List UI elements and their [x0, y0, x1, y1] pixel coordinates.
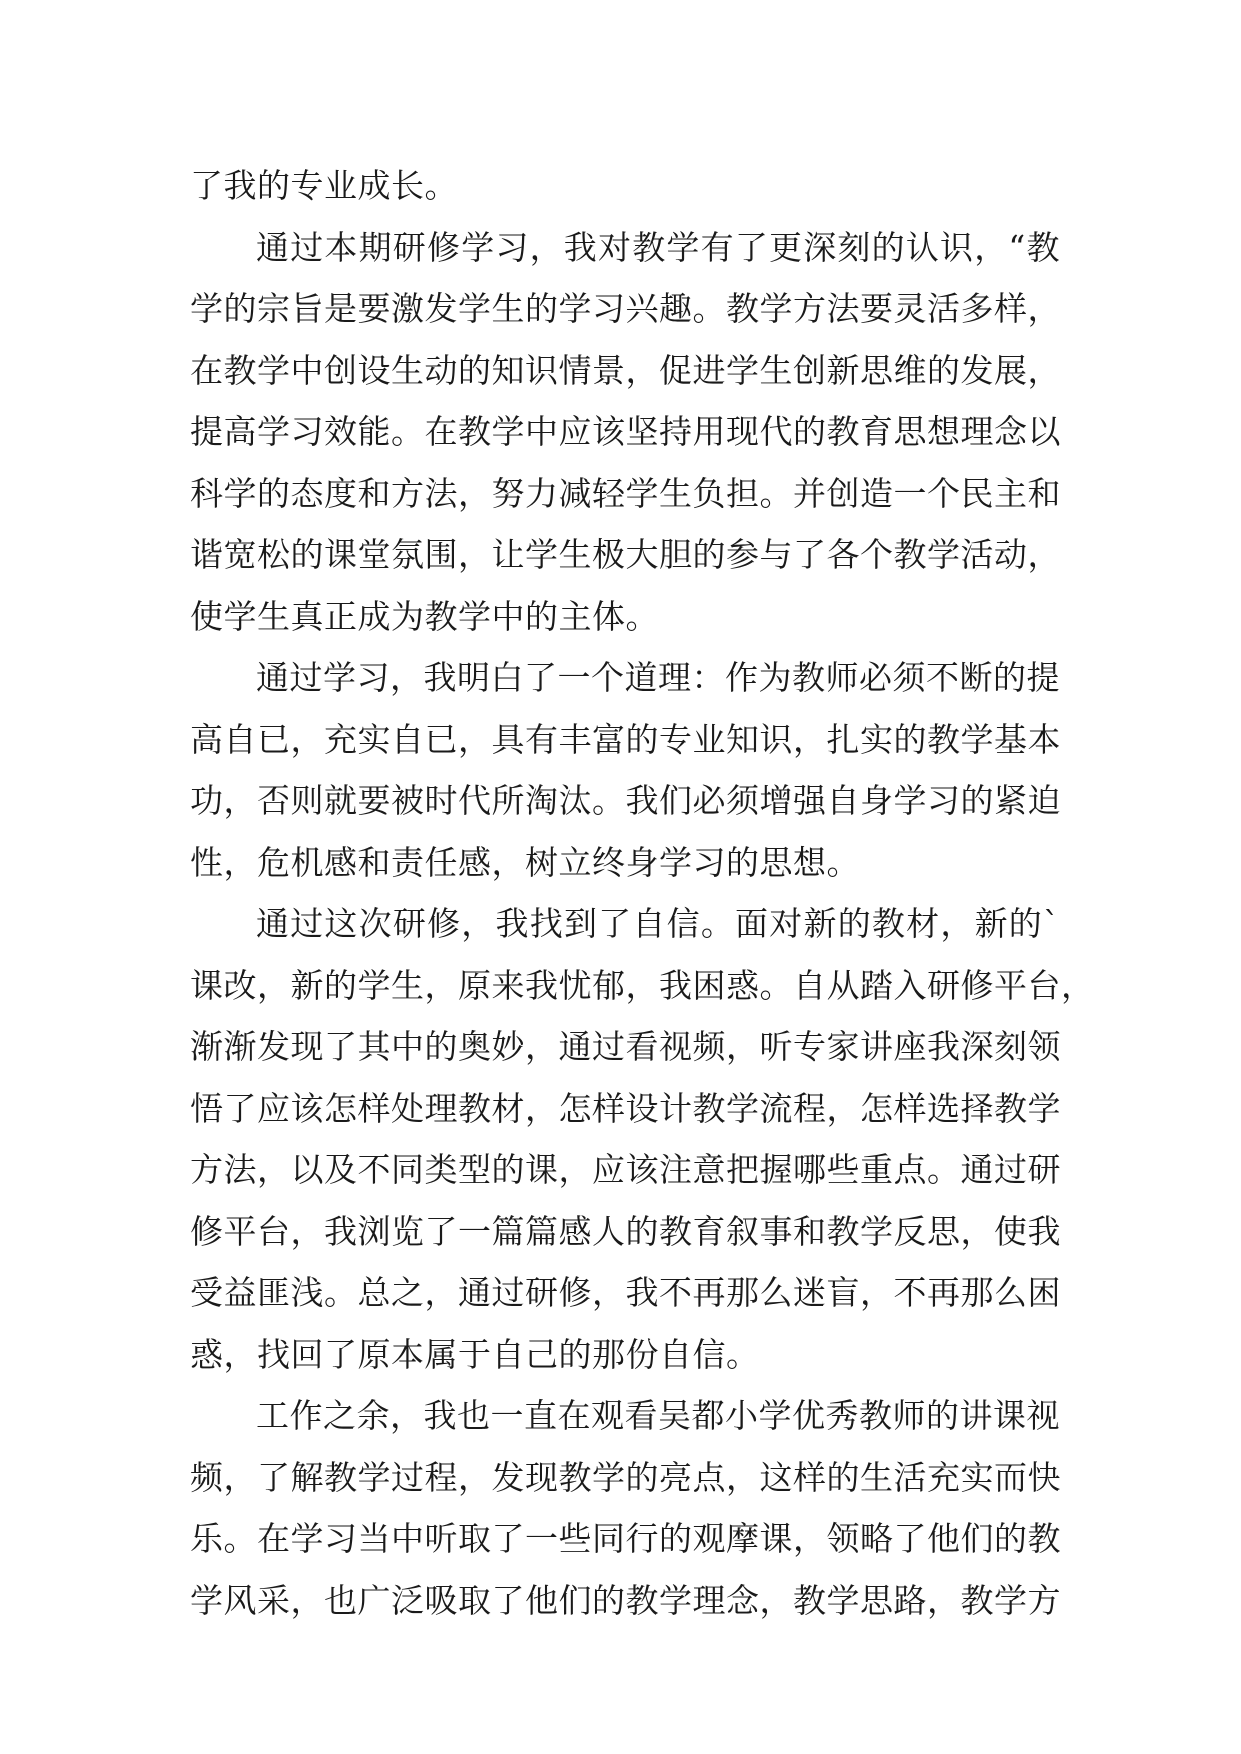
text-line: 受益匪浅。总之，通过研修，我不再那么迷盲，不再那么困: [190, 1273, 1061, 1312]
text-line: 功，否则就要被时代所淘汰。我们必须增强自身学习的紧迫: [190, 781, 1061, 820]
text-line: 乐。在学习当中听取了一些同行的观摩课，领略了他们的教: [190, 1519, 1061, 1558]
text-line: 修平台，我浏览了一篇篇感人的教育叙事和教学反思，使我: [190, 1211, 1061, 1251]
text-line: 了我的专业成长。: [190, 166, 458, 205]
text-line: 谐宽松的课堂氛围，让学生极大胆的参与了各个教学活动，: [190, 535, 1061, 574]
text-line: 方法，以及不同类型的课，应该注意把握哪些重点。通过研: [190, 1150, 1061, 1189]
text-line: 提高学习效能。在教学中应该坚持用现代的教育思想理念以: [190, 412, 1061, 451]
text-line: 学风采，也广泛吸取了他们的教学理念，教学思路，教学方: [190, 1580, 1061, 1620]
text-line: 高自已，充实自已，具有丰富的专业知识，扎实的教学基本: [190, 719, 1061, 759]
text-line: 工作之余，我也一直在观看吴都小学优秀教师的讲课视: [256, 1396, 1060, 1435]
text-line: 学的宗旨是要激发学生的学习兴趣。教学方法要灵活多样，: [190, 289, 1061, 328]
text-line: 通过这次研修，我找到了自信。面对新的教材，新的`: [256, 904, 1060, 943]
text-line: 科学的态度和方法，努力减轻学生负担。并创造一个民主和: [190, 473, 1061, 513]
text-line: 频，了解教学过程，发现教学的亮点，这样的生活充实而快: [190, 1457, 1061, 1497]
text-line: 使学生真正成为教学中的主体。: [190, 596, 659, 636]
document-body: [190, 155, 1095, 1631]
text-line: 通过本期研修学习，我对教学有了更深刻的认识，“教: [256, 227, 1060, 267]
text-line: 在教学中创设生动的知识情景，促进学生创新思维的发展，: [190, 350, 1061, 390]
text-line: 悟了应该怎样处理教材，怎样设计教学流程，怎样选择教学: [190, 1088, 1061, 1128]
text-line: 惑，找回了原本属于自己的那份自信。: [190, 1334, 760, 1374]
text-line: 通过学习，我明白了一个道理：作为教师必须不断的提: [256, 658, 1060, 697]
text-line: 性，危机感和责任感，树立终身学习的思想。: [190, 842, 860, 882]
text-line: 课改，新的学生，原来我忧郁，我困惑。自从踏入研修平台，: [190, 965, 1095, 1005]
text-line: 渐渐发现了其中的奥妙，通过看视频，听专家讲座我深刻领: [190, 1027, 1061, 1066]
